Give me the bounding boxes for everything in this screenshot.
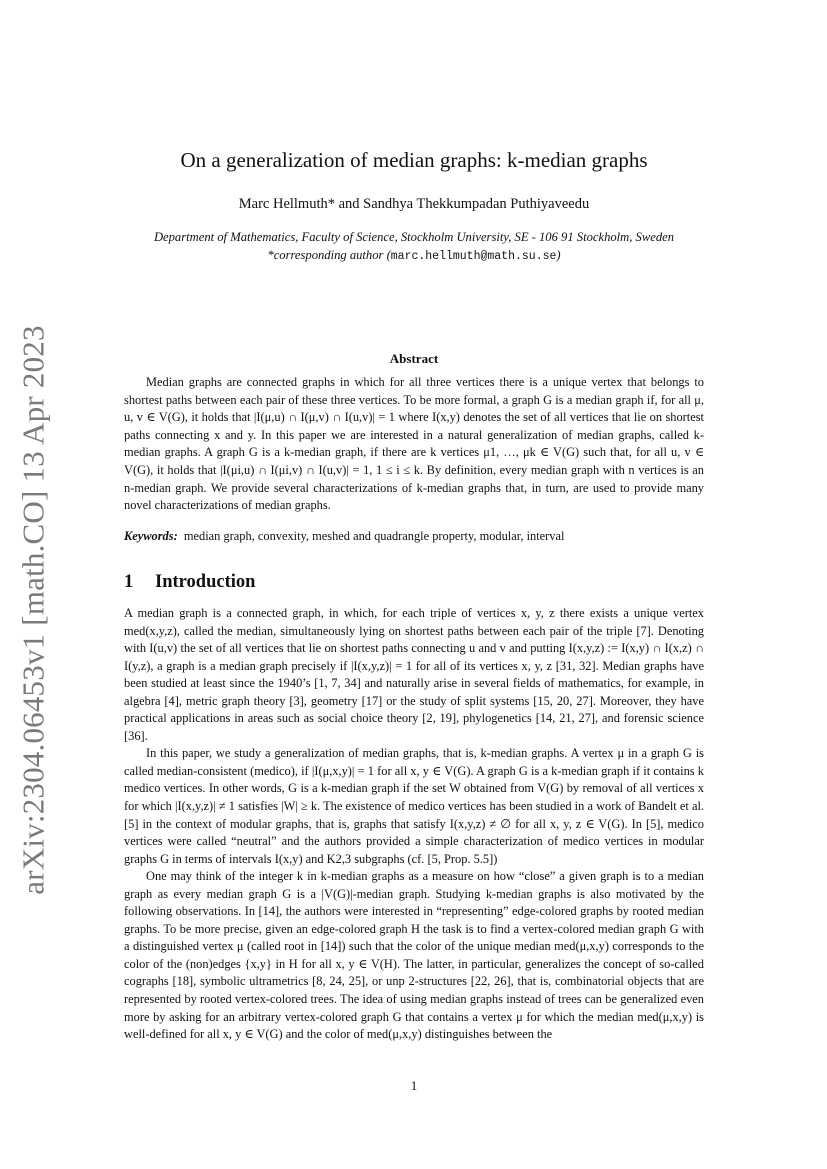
abstract-text: Median graphs are connected graphs in which for all three vertices there is a unique vertex that belongs to shortest paths between each pair of these three vertices. To be more formal, a graph G is a median graph if, for all μ, u, v ∈ V(G), it holds that |I(μ,u) ∩ I(μ,v) ∩ I(u,v)| = 1 where I(x,y) denotes the set of all vertices that lie on shortest paths connecting x and y. In this paper we are interested in a natural generalization of median graphs, called k-median graphs. A graph G is a k-median graph, if there are k vertices μ1, …, μk ∈ V(G) such that, for all u, v ∈ V(G), it holds that |I(μi,u) ∩ I(μi,v) ∩ I(u,v)| = 1, 1 ≤ i ≤ k. By definition, every median graph with n vertices is an n-median graph. We provide several characterizations of k-median graphs that, in turn, are used to provide many novel characterizations of median graphs. — [124, 375, 704, 513]
section-heading-introduction — [124, 571, 704, 593]
affiliation: Department of Mathematics, Faculty of Science, Stockholm University, SE - 106 91 Stockholm, Sweden — [153, 230, 675, 244]
keywords-line — [124, 528, 704, 545]
intro-paragraph-3: One may think of the integer k in k-median graphs as a measure on how “close” a given graph is to a median graph as every median graph G is a |V(G)|-median graph. Studying k-median graphs is also motivated by the following observations. In [14], the authors were interested in “representing” edge-colored graphs by rooted median graphs. To be more precise, given an edge-colored graph H the task is to find a vertex-colored median graph G with a distinguished vertex μ (called root in [14]) such that the color of the unique median med(μ,x,y) corresponds to the color of the (non)edges {x,y} in H for all x, y ∈ V(H). The latter, in particular, generalizes the concept of so-called cographs [18], symbolic ultrametrics [8, 24, 25], or unp 2-structures [22, 26], that is, combinatorial objects that are represented by rooted vertex-colored trees. The idea of using median graphs instead of trees can be generalized even more by asking for an arbitrary vertex-colored graph G that contains a vertex μ for which the median med(μ,x,y) is well-defined for all x, y ∈ V(G) and the color of med(μ,x,y) distinguishes between the — [124, 869, 704, 1042]
page-number: 1 — [410, 1078, 418, 1093]
arxiv-identifier: arXiv:2304.06453v1 [math.CO] 13 Apr 2023 — [16, 325, 52, 895]
author-list: Marc Hellmuth* and Sandhya Thekkumpadan Puthiyaveedu — [238, 196, 590, 212]
introduction-body — [124, 605, 704, 1044]
keywords-text: median graph, convexity, meshed and quadrangle property, modular, interval — [183, 529, 565, 543]
keywords-label: Keywords: — [124, 529, 178, 543]
affiliation-block — [124, 228, 704, 266]
section-number: 1 — [124, 572, 134, 592]
paper-title: On a generalization of median graphs: k-median graphs — [180, 148, 648, 172]
abstract-body — [124, 374, 704, 515]
abstract-heading: Abstract — [389, 351, 439, 366]
corresponding-author-label: *corresponding author — [267, 248, 384, 262]
corresponding-email[interactable]: marc.hellmuth@math.su.se — [390, 250, 557, 263]
section-title: Introduction — [155, 572, 256, 592]
arxiv-identifier-sidebar — [14, 325, 54, 895]
intro-paragraph-2: In this paper, we study a generalization of median graphs, that is, k-median graphs. A vertex μ in a graph G is called median-consistent (medico), if |I(μ,x,y)| = 1 for all x, y ∈ V(G). A graph G is a k-median graph if it contains k medico vertices. In other words, G is a k-median graph if the set W obtained from V(G) by removal of all vertices x for which |I(x,y,z)| ≠ 1 satisfies |W| ≥ k. The existence of medico vertices has been studied in a work of Bandelt et al. [5] in the context of modular graphs, that is, graphs that satisfy I(x,y,z) ≠ ∅ for all x, y, z ∈ V(G). In [5], medico vertices were called “neutral” and the authors provided a simple characterization of medico vertices in modular graphs G in terms of intervals I(x,y) and K2,3 subgraphs (cf. [5, Prop. 5.5]) — [124, 746, 704, 866]
corresponding-author-line: *corresponding author (marc.hellmuth@math.su.se) — [267, 248, 561, 263]
intro-paragraph-1: A median graph is a connected graph, in which, for each triple of vertices x, y, z there exists a unique vertex med(x,y,z), called the median, simultaneously lying on shortest paths between each pair of the triple [7]. Denoting with I(u,v) the set of all vertices that lie on shortest paths connecting u and v and putting I(x,y,z) := I(x,y) ∩ I(x,z) ∩ I(y,z), a graph is a median graph precisely if |I(x,y,z)| = 1 for all of its vertices x, y, z [31, 32]. Median graphs have been studied at least since the 1940’s [1, 7, 34] and naturally arise in several fields of mathematics, for example, in algebra [4], metric graph theory [3], geometry [17] or the study of split systems [15, 20, 27]. Moreover, they have practical applications in areas such as social choice theory [2, 19], phylogenetics [14, 21, 27], and forensic science [36]. — [124, 606, 704, 743]
